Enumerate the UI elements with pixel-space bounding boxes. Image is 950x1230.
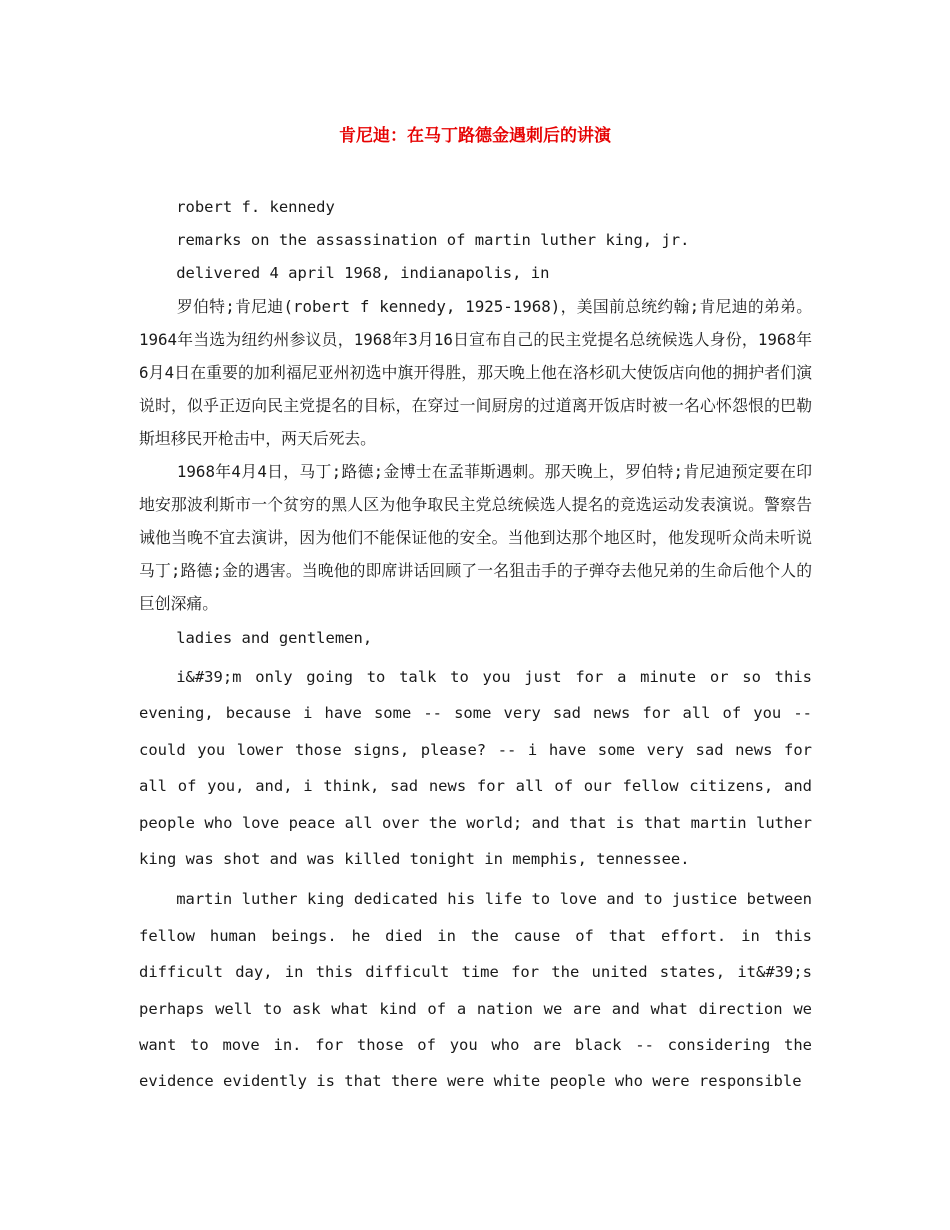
speech-title-line: remarks on the assassination of martin luther king, jr. [176, 231, 690, 249]
speech-paragraph-2: martin luther king dedicated his life to love and to justice between fellow human beings. he died in the cause of that effort. in this difficult day, in this difficult time for the united states, it&#39;s perhaps well to ask what kind of a nation we are and what direction we want to move in. for those of you who are black -- considering the evidence evidently is that there were white people who were responsible [139, 890, 812, 1091]
bio-paragraph: 罗伯特;肯尼迪(robert f kennedy, 1925-1968)，美国前总统约翰;肯尼迪的弟弟。1964年当选为纽约州参议员，1968年3月16日宣布自己的民主党提名总统候选人身份，1968年6月4日在重要的加利福尼亚州初选中旗开得胜，那天晚上他在洛杉矶大使饭店向他的拥护者们演说时，似乎正迈向民主党提名的目标，在穿过一间厨房的过道离开饭店时被一名心怀怨恨的巴勒斯坦移民开枪击中，两天后死去。 [139, 297, 812, 448]
author-line: robert f. kennedy [176, 198, 335, 216]
speech-paragraph-1: i&#39;m only going to talk to you just for a minute or so this evening, because i have some -- some very sad news for all of you -- could you lower those signs, please? -- i have some very sad news for all of you, and, i think, sad news for all of our fellow citizens, and people who love peace all over the world; and that is that martin luther king was shot and was killed tonight in memphis, tennessee. [139, 668, 812, 869]
context-paragraph: 1968年4月4日，马丁;路德;金博士在孟菲斯遇刺。那天晚上，罗伯特;肯尼迪预定要在印地安那波利斯市一个贫穷的黑人区为他争取民主党总统候选人提名的竞选运动发表演说。警察告诫他当晚不宜去演讲，因为他们不能保证他的安全。当他到达那个地区时，他发现听众尚未听说马丁;路德;金的遇害。当晚他的即席讲话回顾了一名狙击手的子弹夺去他兄弟的生命后他个人的巨创深痛。 [139, 462, 812, 613]
document-body [139, 191, 812, 1100]
delivery-line: delivered 4 april 1968, indianapolis, in [176, 264, 550, 282]
document-title: 肯尼迪：在马丁路德金遇刺后的讲演 [339, 126, 611, 146]
salutation-line: ladies and gentlemen, [176, 629, 373, 647]
